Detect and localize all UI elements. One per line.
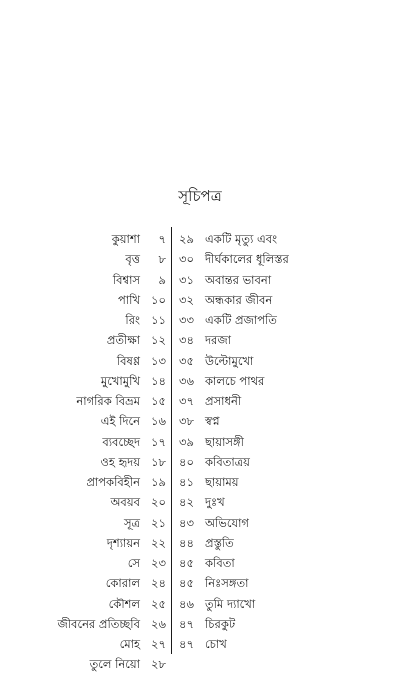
toc-entry [16, 391, 166, 411]
toc-entry-title: দৃশ্যায়ন [106, 535, 140, 550]
toc-entry [179, 573, 394, 593]
toc-entry-page: ২৪ [151, 576, 166, 591]
toc-entry-page: ৪৭ [179, 616, 194, 631]
toc-entry [16, 634, 166, 654]
toc-entry [179, 249, 394, 269]
toc-entry-title: চিরকুট [205, 616, 236, 631]
toc-entry-page: ২৭ [151, 637, 166, 651]
toc-entry-title: সূত্র [123, 515, 140, 530]
toc-entry [16, 452, 166, 472]
toc-entry-title: বিষণ্ণ [116, 353, 140, 368]
toc-entry-title: অবয়ব [110, 495, 140, 510]
toc-entry [16, 573, 166, 593]
toc-entry-page: ১১ [151, 313, 166, 327]
toc-entry-page: ৭ [158, 232, 166, 246]
toc-entry [179, 351, 394, 371]
toc-entry-title: এই দিনে [100, 414, 140, 429]
toc-entry-title: ওহ হৃদয় [100, 454, 140, 469]
toc-entry [179, 634, 394, 654]
toc-entry-title: প্রতীক্ষা [106, 333, 140, 348]
toc-entry-title: পাখি [118, 292, 140, 307]
toc-entry-page: ২৩ [151, 556, 166, 570]
toc-entry [16, 492, 166, 512]
column-divider [171, 227, 172, 654]
toc-entry [179, 229, 394, 249]
toc-entry-page: ৪৪ [179, 535, 194, 550]
toc-entry [179, 533, 394, 553]
toc-entry-title: তুলে নিয়ো [89, 657, 140, 672]
toc-entry-page: ৪৬ [179, 596, 194, 611]
toc-left-column [16, 229, 166, 675]
toc-entry-title: অবান্তর ভাবনা [205, 272, 272, 287]
toc-entry-page: ১২ [151, 333, 166, 348]
toc-entry [179, 492, 394, 512]
toc-entry [16, 594, 166, 614]
toc-entry-title: সে [127, 556, 140, 570]
toc-entry-title: প্রস্তুতি [205, 535, 234, 550]
toc-entry [16, 411, 166, 431]
toc-entry-title: নাগরিক বিভ্রম [76, 394, 140, 408]
toc-entry [179, 371, 394, 391]
toc-entry-title: তুমি দ্যাখো [205, 596, 256, 611]
toc-entry-title: কৌশল [108, 596, 140, 611]
toc-entry-page: ৩৭ [179, 394, 194, 408]
toc-entry-title: অন্ধকার জীবন [205, 292, 273, 307]
toc-entry-page: ১৩ [151, 353, 166, 368]
toc-entry [179, 553, 394, 573]
toc-entry-title: বৃত্ত [125, 252, 140, 267]
toc-entry-title: ছায়াময় [205, 475, 239, 489]
toc-entry [16, 654, 166, 674]
toc-entry-title: নিঃসঙ্গতা [205, 576, 249, 591]
toc-entry-title: ব্যবচ্ছেদ [102, 434, 140, 449]
toc-entry [179, 391, 394, 411]
toc-entry-page: ২২ [151, 535, 166, 550]
toc-entry-title: কবিতা [205, 556, 235, 570]
toc-entry-page: ৮ [158, 252, 166, 267]
toc-entry-page: ৪৫ [179, 576, 194, 591]
toc-entry-title: ছায়াসঙ্গী [205, 434, 244, 449]
toc-entry-page: ২০ [151, 495, 166, 510]
toc-entry-page: ৩৪ [179, 333, 194, 348]
toc-entry [16, 351, 166, 371]
toc-entry-title: জীবনের প্রতিচ্ছবি [57, 616, 140, 631]
toc-entry [179, 310, 394, 330]
toc-entry-page: ৪৫ [179, 556, 194, 570]
toc-entry [16, 270, 166, 290]
toc-entry-page: ২৬ [151, 616, 166, 631]
toc-entry [179, 472, 394, 492]
toc-entry-page: ৪০ [179, 454, 194, 469]
toc-entry-page: ৪২ [179, 495, 194, 510]
toc-entry-page: ৪৭ [179, 637, 194, 651]
toc-entry-page: ৩৬ [179, 373, 194, 388]
toc-entry-title: মোহ [119, 637, 140, 651]
toc-entry [179, 330, 394, 350]
toc-entry-page: ১০ [151, 292, 166, 307]
toc-entry-title: অভিযোগ [205, 515, 249, 530]
toc-entry [16, 229, 166, 249]
toc-entry-page: ২৫ [151, 596, 166, 611]
toc-entry-page: ৪১ [179, 475, 194, 489]
toc-entry [16, 533, 166, 553]
toc-entry-title: চোখ [205, 637, 227, 651]
toc-entry-title: রিং [125, 313, 140, 327]
toc-entry-page: ২১ [151, 515, 166, 530]
toc-entry-title: কবিতাত্রয় [205, 454, 250, 469]
toc-entry-page: ৩৫ [179, 353, 194, 368]
toc-entry [179, 452, 394, 472]
toc-entry-title: দুঃখ [205, 495, 225, 510]
toc-entry-page: ১৫ [151, 394, 166, 408]
toc-entry-page: ৩৩ [179, 313, 194, 327]
toc-entry-title: প্রাপকবিহীন [86, 475, 140, 489]
toc-entry-page: ১৪ [151, 373, 166, 388]
toc-entry-page: ৩৯ [179, 434, 194, 449]
toc-entry-page: ৩৮ [179, 414, 194, 429]
toc-entry [16, 290, 166, 310]
toc-entry [16, 330, 166, 350]
toc-entry-title: কোরাল [105, 576, 140, 591]
toc-entry-title: দরজা [205, 333, 231, 348]
toc-entry-title: একটি প্রজাপতি [205, 313, 277, 327]
toc-entry [179, 614, 394, 634]
toc-entry-page: ২৯ [179, 232, 194, 246]
toc-entry [179, 594, 394, 614]
toc-right-column [179, 229, 394, 654]
toc-entry-page: ১৬ [151, 414, 166, 429]
toc-entry [16, 553, 166, 573]
toc-entry-title: উল্টোমুখো [205, 353, 254, 368]
toc-entry [179, 411, 394, 431]
toc-entry-title: প্রসাধনী [205, 394, 242, 408]
page-title: সূচিপত্র [178, 187, 222, 205]
toc-entry-page: ১৭ [151, 434, 166, 449]
toc-entry-title: স্বপ্ন [205, 414, 220, 429]
toc-entry-page: ৩০ [179, 252, 194, 267]
toc-entry [16, 432, 166, 452]
toc-entry-title: দীর্ঘকালের ধূলিস্তর [205, 252, 289, 267]
toc-entry-page: ১৮ [151, 454, 166, 469]
toc-entry [16, 371, 166, 391]
toc-entry [179, 432, 394, 452]
toc-entry [16, 614, 166, 634]
toc-entry-page: ১৯ [151, 475, 166, 489]
toc-entry-page: ৩১ [179, 272, 194, 287]
toc-entry-page: ৪৩ [179, 515, 194, 530]
toc-entry [16, 472, 166, 492]
toc-entry-title: একটি মৃত্যু এবং [205, 232, 278, 246]
toc-entry-title: কালচে পাথর [205, 373, 265, 388]
toc-entry-title: কুয়াশা [111, 232, 140, 246]
toc-entry [179, 290, 394, 310]
toc-entry-page: ৯ [158, 272, 166, 287]
toc-entry [16, 249, 166, 269]
toc-entry-page: ৩২ [179, 292, 194, 307]
toc-entry [179, 513, 394, 533]
toc-entry-page: ২৮ [151, 657, 166, 672]
toc-entry [16, 310, 166, 330]
toc-entry-title: বিশ্বাস [112, 272, 140, 287]
toc-entry [16, 513, 166, 533]
toc-entry [179, 270, 394, 290]
toc-entry-title: মুখোমুখি [100, 373, 140, 388]
